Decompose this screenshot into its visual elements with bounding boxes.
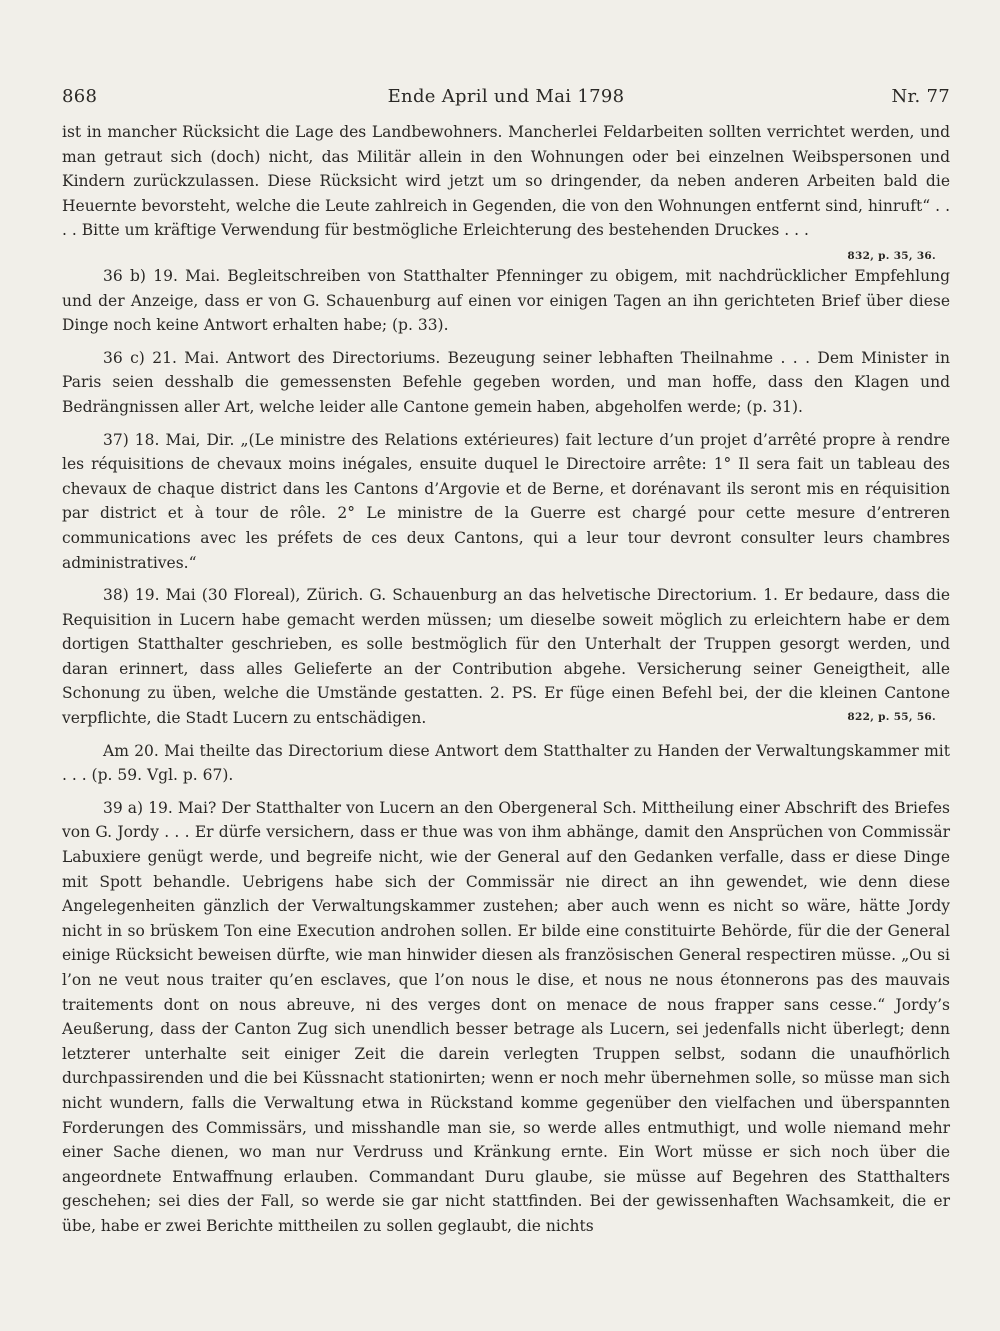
paragraph-5 — [62, 583, 950, 731]
page-number: 868 — [62, 86, 98, 107]
paragraph-1 — [62, 120, 950, 243]
paragraph-3 — [62, 346, 950, 420]
body-text — [62, 120, 950, 1239]
section-number: Nr. 77 — [891, 86, 950, 107]
paragraph-3-text: 36 c) 21. Mai. Antwort des Directoriums. Bezeugung seiner lebhaften Theilnahme . . . Dem Minister in Paris seien desshalb die gemessensten Befehle gegeben worden, und man hoffe, dass den Klagen und Bedrängnissen aller Art, welche leider alle Cantone gemein haben, abgeholfen werde; (p. 31). — [62, 348, 950, 416]
paragraph-4-text: 37) 18. Mai, Dir. „(Le ministre des Relations extérieures) fait lecture d’un projet d’arrêté propre à rendre les réquisitions de chevaux moins inégales, ensuite duquel le Directoire arrête: 1° Il sera fait un tableau des chevaux de chaque district dans les Cantons d’Argovie et de Berne, et dorénavant ils seront mis en réquisition par district et à tour de rôle. 2° Le ministre de la Guerre est chargé pour cette mesure d’entreren communications avec les préfets de ces deux Cantons, qui a leur tour devront consulter leurs chambres administratives.“ — [62, 430, 950, 572]
paragraph-6-text: Am 20. Mai theilte das Directorium diese Antwort dem Statthalter zu Handen der Verwaltungskammer mit . . . (p. 59. Vgl. p. 67). — [62, 741, 950, 785]
paragraph-6 — [62, 739, 950, 788]
paragraph-5-text: 38) 19. Mai (30 Floreal), Zürich. G. Schauenburg an das helvetische Directorium. 1. Er bedaure, dass die Requisition in Lucern habe gemacht werden müssen; um dieselbe soweit möglich zu erleichtern habe er dem dortigen Statthalter geschrieben, es solle bestmöglich für den Unterhalt der Truppen gesorgt werden, und daran erinnert, dass alles Gelieferte an der Contribution abgehe. Versicherung seiner Geneigtheit, alle Schonung zu üben, welche die Umstände gestatten. 2. PS. Er füge einen Befehl bei, der die kleinen Cantone verpflichte, die Stadt Lucern zu entschädigen. — [62, 586, 950, 728]
paragraph-7-text: 39 a) 19. Mai? Der Statthalter von Lucern an den Obergeneral Sch. Mittheilung einer Abschrift des Briefes von G. Jordy . . . Er dürfe versichern, dass er thue was von ihm abhänge, damit den Ansprüchen von Commissär Labuxiere genügt werde, und begreife nicht, wie der General auf den Gedanken verfalle, dass er diese Dinge mit Spott behandle. Uebrigens habe sich der Commissär nie direct an ihn gewendet, wie denn diese Angelegenheiten gänzlich der Verwaltungskammer zustehen; aber auch wenn es nicht so wäre, hätte Jordy nicht in so brüskem Ton eine Execution androhen sollen. Er bilde eine constituirte Behörde, für die der General einige Rücksicht beweisen dürfte, wie man hinwider diesen als französischen General respectiren müsse. „Ou si l’on ne veut nous traiter qu’en esclaves, que l’on nous le dise, et nous ne nous étonnerons pas des mauvais traitements dont on nous abreuve, ni des verges dont on menace de nous frapper sans cesse.“ Jordy’s Aeußerung, dass der Canton Zug sich unendlich besser betrage als Lucern, sei jedenfalls nicht überlegt; denn letzterer unterhalte seit einiger Zeit die darein verlegten Truppen selbst, sodann die unaufhörlich durchpassirenden und die bei Küssnacht stationirten; wenn er noch mehr übernehmen solle, so müsse man sich nicht wundern, falls die Verwaltung etwa in Rückstand komme gegenüber den vielfachen und überspannten Forderungen des Commissärs, und misshandle man sie, so werde alles entmuthigt, und wolle niemand mehr einer Sache dienen, wo man nur Verdruss und Kränkung ernte. Ein Wort müsse er sich noch über die angeordnete Entwaffnung erlauben. Commandant Duru glaube, sie müsse auf Begehren des Statthalters geschehen; sei dies der Fall, so werde sie gar nicht stattfinden. Bei der gewissenhaften Wachsamkeit, die er übe, habe er zwei Berichte mittheilen zu sollen geglaubt, die nichts — [62, 798, 950, 1235]
running-title: Ende April und Mai 1798 — [387, 86, 625, 107]
source-reference-5: 822, p. 55, 56. — [847, 711, 936, 724]
running-header — [62, 86, 950, 114]
paragraph-2 — [62, 264, 950, 338]
paragraph-7 — [62, 796, 950, 1239]
paragraph-1-text: ist in mancher Rücksicht die Lage des Landbewohners. Mancherlei Feldarbeiten sollten verrichtet werden, und man getraut sich (doch) nicht, das Militär allein in den Wohnungen oder bei einzelnen Weibspersonen und Kindern zurückzulassen. Diese Rücksicht wird jetzt um so dringender, da neben anderen Arbeiten bald die Heuernte bevorsteht, welche die Leute zahlreich in Gegenden, die von den Wohnungen entfernt sind, hinruft“ . . . . Bitte um kräftige Verwendung für bestmögliche Erleichterung des bestehenden Druckes . . . — [62, 123, 950, 240]
source-reference-1: 832, p. 35, 36. — [847, 249, 936, 262]
paragraph-4 — [62, 428, 950, 576]
paragraph-2-text: 36 b) 19. Mai. Begleitschreiben von Statthalter Pfenninger zu obigem, mit nachdrücklicher Empfehlung und der Anzeige, dass er von G. Schauenburg auf einen vor einigen Tagen an ihn gerichteten Brief über diese Dinge noch keine Antwort erhalten habe; (p. 33). — [62, 266, 950, 335]
